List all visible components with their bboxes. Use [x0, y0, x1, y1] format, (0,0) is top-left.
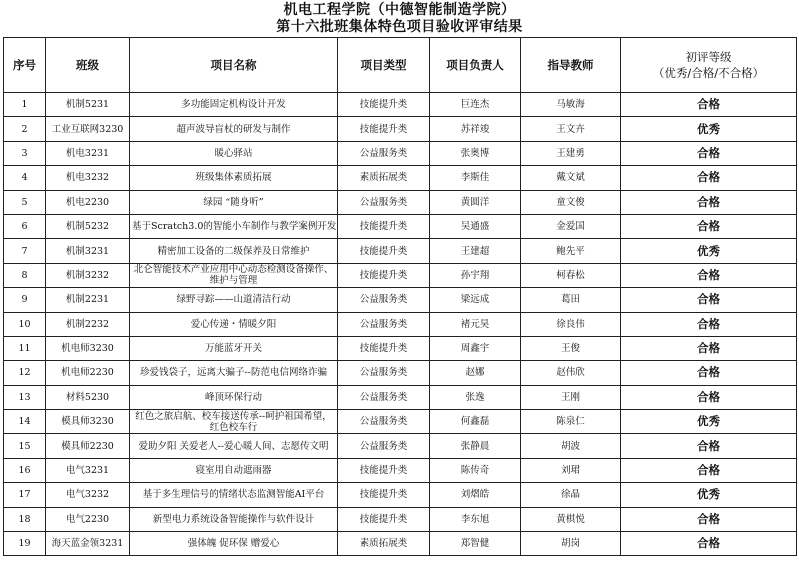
cell-class: 机制2232	[46, 312, 130, 336]
cell-class: 机电师3230	[46, 336, 130, 360]
cell-teacher: 徐良伟	[521, 312, 621, 336]
cell-project: 暖心驿站	[130, 141, 338, 165]
cell-leader: 郑智健	[430, 532, 521, 556]
table-row	[4, 532, 797, 556]
cell-class: 海天蓝金领3231	[46, 532, 130, 556]
cell-grade: 合格	[621, 190, 797, 214]
cell-index: 8	[4, 263, 46, 287]
cell-grade: 合格	[621, 434, 797, 458]
table-row	[4, 361, 797, 385]
cell-class: 机电3231	[46, 141, 130, 165]
header-type: 项目类型	[338, 38, 430, 93]
cell-class: 机电师2230	[46, 361, 130, 385]
cell-leader: 王建超	[430, 239, 521, 263]
cell-leader: 吴通盛	[430, 214, 521, 238]
header-index: 序号	[4, 38, 46, 93]
header-leader: 项目负责人	[430, 38, 521, 93]
cell-teacher: 胡岗	[521, 532, 621, 556]
cell-index: 2	[4, 117, 46, 141]
cell-index: 17	[4, 483, 46, 507]
table-row	[4, 507, 797, 531]
cell-class: 电气3232	[46, 483, 130, 507]
cell-class: 机制3232	[46, 263, 130, 287]
cell-class: 机制5231	[46, 93, 130, 117]
cell-index: 18	[4, 507, 46, 531]
cell-index: 11	[4, 336, 46, 360]
header-grade-line1: 初评等级	[685, 50, 732, 64]
cell-project: 万能蓝牙开关	[130, 336, 338, 360]
cell-teacher: 马敏海	[521, 93, 621, 117]
cell-class: 机制5232	[46, 214, 130, 238]
table-row	[4, 336, 797, 360]
cell-teacher: 黄棋悦	[521, 507, 621, 531]
cell-type: 公益服务类	[338, 434, 430, 458]
cell-class: 模具师3230	[46, 410, 130, 434]
cell-teacher: 徐晶	[521, 483, 621, 507]
cell-grade: 合格	[621, 507, 797, 531]
cell-project: 强体魄 促环保 赠爱心	[130, 532, 338, 556]
cell-leader: 梁远成	[430, 288, 521, 312]
table-row	[4, 166, 797, 190]
cell-leader: 赵娜	[430, 361, 521, 385]
cell-leader: 褚元昊	[430, 312, 521, 336]
cell-grade: 优秀	[621, 483, 797, 507]
cell-type: 公益服务类	[338, 361, 430, 385]
cell-teacher: 柯春松	[521, 263, 621, 287]
cell-class: 机制2231	[46, 288, 130, 312]
cell-project: 峰顶环保行动	[130, 385, 338, 409]
cell-type: 技能提升类	[338, 483, 430, 507]
header-project: 项目名称	[130, 38, 338, 93]
cell-class: 电气3231	[46, 458, 130, 482]
cell-index: 16	[4, 458, 46, 482]
cell-project: 多功能固定机构设计开发	[130, 93, 338, 117]
cell-grade: 合格	[621, 93, 797, 117]
cell-class: 材料5230	[46, 385, 130, 409]
cell-index: 3	[4, 141, 46, 165]
cell-teacher: 刘珺	[521, 458, 621, 482]
cell-teacher: 王俊	[521, 336, 621, 360]
cell-leader: 李东旭	[430, 507, 521, 531]
cell-type: 素质拓展类	[338, 532, 430, 556]
cell-leader: 陈传奇	[430, 458, 521, 482]
cell-index: 5	[4, 190, 46, 214]
cell-project: 新型电力系统设备智能操作与软件设计	[130, 507, 338, 531]
cell-teacher: 鲍先平	[521, 239, 621, 263]
cell-type: 技能提升类	[338, 263, 430, 287]
cell-project: 红色之旅启航、校车接送传承--呵护祖国希望，红色校车行	[130, 410, 338, 434]
cell-grade: 合格	[621, 458, 797, 482]
cell-leader: 张奥博	[430, 141, 521, 165]
cell-type: 公益服务类	[338, 385, 430, 409]
cell-type: 技能提升类	[338, 507, 430, 531]
cell-teacher: 赵伟欣	[521, 361, 621, 385]
table-row	[4, 263, 797, 287]
cell-index: 10	[4, 312, 46, 336]
cell-teacher: 童文俊	[521, 190, 621, 214]
cell-project: 基于多生理信号的情绪状态监测智能AI平台	[130, 483, 338, 507]
cell-type: 公益服务类	[338, 190, 430, 214]
cell-leader: 周鑫宇	[430, 336, 521, 360]
cell-project: 北仑智能技术产业应用中心动态检测设备操作、维护与管理	[130, 263, 338, 287]
cell-class: 机电2230	[46, 190, 130, 214]
cell-leader: 张逸	[430, 385, 521, 409]
cell-grade: 优秀	[621, 239, 797, 263]
cell-project: 爱助夕阳 关爱老人--爱心暖人间、志愿传文明	[130, 434, 338, 458]
table-row	[4, 239, 797, 263]
cell-leader: 何鑫磊	[430, 410, 521, 434]
cell-teacher: 王文卉	[521, 117, 621, 141]
cell-leader: 苏祥竣	[430, 117, 521, 141]
cell-index: 14	[4, 410, 46, 434]
cell-type: 公益服务类	[338, 410, 430, 434]
cell-leader: 孙宇翔	[430, 263, 521, 287]
header-grade	[621, 38, 797, 93]
cell-grade: 合格	[621, 336, 797, 360]
cell-class: 工业互联网3230	[46, 117, 130, 141]
cell-type: 技能提升类	[338, 239, 430, 263]
cell-grade: 优秀	[621, 410, 797, 434]
cell-type: 技能提升类	[338, 117, 430, 141]
cell-project: 绿野寻踪——山道清洁行动	[130, 288, 338, 312]
cell-type: 公益服务类	[338, 312, 430, 336]
table-row	[4, 410, 797, 434]
cell-project: 精密加工设备的二级保养及日常维护	[130, 239, 338, 263]
cell-grade: 合格	[621, 141, 797, 165]
title-line-1: 机电工程学院（中德智能制造学院）	[283, 2, 516, 18]
cell-type: 技能提升类	[338, 93, 430, 117]
header-teacher: 指导教师	[521, 38, 621, 93]
cell-index: 4	[4, 166, 46, 190]
cell-teacher: 胡波	[521, 434, 621, 458]
cell-teacher: 陈泉仁	[521, 410, 621, 434]
cell-leader: 张静晨	[430, 434, 521, 458]
document-title	[0, 2, 799, 36]
cell-class: 模具师2230	[46, 434, 130, 458]
cell-project: 寝室用自动遮雨器	[130, 458, 338, 482]
results-table	[3, 37, 797, 556]
cell-grade: 合格	[621, 214, 797, 238]
table-row	[4, 214, 797, 238]
cell-leader: 李斯佳	[430, 166, 521, 190]
cell-class: 电气2230	[46, 507, 130, 531]
cell-project: 超声波导盲杖的研发与制作	[130, 117, 338, 141]
table-row	[4, 288, 797, 312]
title-line-2: 第十六批班集体特色项目验收评审结果	[276, 19, 523, 35]
cell-class: 机制3231	[46, 239, 130, 263]
table-row	[4, 458, 797, 482]
cell-project: 珍爱钱袋子，远离大骗子--防范电信网络诈骗	[130, 361, 338, 385]
cell-type: 技能提升类	[338, 214, 430, 238]
cell-type: 公益服务类	[338, 288, 430, 312]
cell-teacher: 葛田	[521, 288, 621, 312]
table-row	[4, 117, 797, 141]
cell-leader: 刘熠皓	[430, 483, 521, 507]
cell-index: 9	[4, 288, 46, 312]
cell-index: 6	[4, 214, 46, 238]
table-row	[4, 434, 797, 458]
cell-index: 12	[4, 361, 46, 385]
cell-index: 13	[4, 385, 46, 409]
cell-grade: 合格	[621, 532, 797, 556]
cell-grade: 合格	[621, 361, 797, 385]
cell-index: 15	[4, 434, 46, 458]
table-row	[4, 93, 797, 117]
cell-grade: 优秀	[621, 117, 797, 141]
cell-grade: 合格	[621, 288, 797, 312]
cell-type: 素质拓展类	[338, 166, 430, 190]
cell-teacher: 王刚	[521, 385, 621, 409]
cell-teacher: 戴文斌	[521, 166, 621, 190]
cell-type: 公益服务类	[338, 141, 430, 165]
cell-grade: 合格	[621, 166, 797, 190]
cell-index: 1	[4, 93, 46, 117]
cell-grade: 合格	[621, 385, 797, 409]
cell-project: 爱心传递・情暖夕阳	[130, 312, 338, 336]
cell-index: 7	[4, 239, 46, 263]
cell-grade: 合格	[621, 312, 797, 336]
header-class: 班级	[46, 38, 130, 93]
cell-project: 基于Scratch3.0的智能小车制作与教学案例开发	[130, 214, 338, 238]
cell-project: 班级集体素质拓展	[130, 166, 338, 190]
cell-type: 技能提升类	[338, 336, 430, 360]
cell-project: 绿园 “随身听”	[130, 190, 338, 214]
cell-grade: 合格	[621, 263, 797, 287]
cell-type: 技能提升类	[338, 458, 430, 482]
cell-teacher: 金爱国	[521, 214, 621, 238]
table-row	[4, 141, 797, 165]
cell-leader: 黄圆洋	[430, 190, 521, 214]
table-row	[4, 190, 797, 214]
cell-index: 19	[4, 532, 46, 556]
table-row	[4, 312, 797, 336]
cell-class: 机电3232	[46, 166, 130, 190]
table-row	[4, 385, 797, 409]
header-grade-line2: （优秀/合格/不合格）	[652, 66, 765, 80]
cell-leader: 巨连杰	[430, 93, 521, 117]
table-row	[4, 483, 797, 507]
cell-teacher: 王建勇	[521, 141, 621, 165]
header-row	[4, 38, 797, 93]
